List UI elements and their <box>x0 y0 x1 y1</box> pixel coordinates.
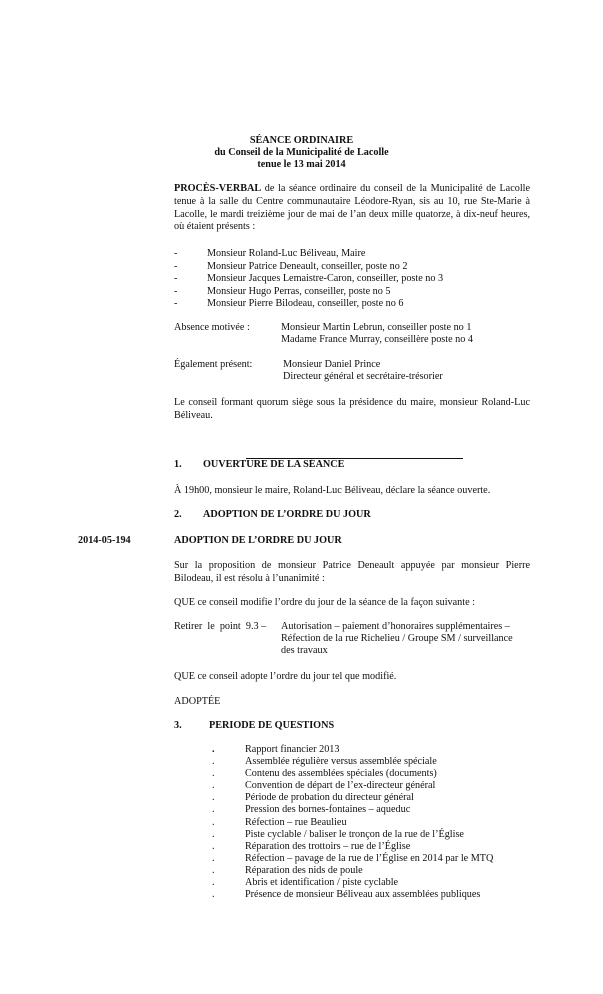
doc-date: tenue le 13 mai 2014 <box>257 159 346 170</box>
absence-label: Absence motivée : <box>174 322 250 333</box>
questions-list <box>0 744 603 901</box>
list-item: - Monsieur Roland-Luc Béliveau, Maire <box>174 248 366 259</box>
list-item: . Réfection – pavage de la rue de l’Église en 2014 par le MTQ <box>212 852 494 864</box>
list-item: . Rapport financier 2013 <box>212 744 340 755</box>
list-item: - Monsieur Pierre Bilodeau, conseiller, poste no 6 <box>174 298 404 309</box>
list-item: . Réfection – rue Beaulieu <box>212 816 347 828</box>
section-2-title: ADOPTION DE L’ORDRE DU JOUR <box>203 509 371 520</box>
resolution-withdraw-line-1: Autorisation – paiement d’honoraires supplémentaires – <box>281 621 510 632</box>
absence-line-2: Madame France Murray, conseillère poste no 4 <box>281 334 473 345</box>
doc-title: SÉANCE ORDINAIRE <box>249 135 354 146</box>
list-item: . Contenu des assemblées spéciales (documents) <box>212 768 437 780</box>
list-item: . Présence de monsieur Béliveau aux assemblées publiques <box>212 889 481 901</box>
list-item: . Convention de départ de l’ex-directeur général <box>212 780 436 792</box>
present-list <box>174 248 534 311</box>
resolution-paragraph-1: Sur la proposition de monsieur Patrice Deneault appuyée par monsieur Pierre Bilodeau, il est résolu à l’unanimité : <box>174 560 530 584</box>
resolution-title: ADOPTION DE L’ORDRE DU JOUR <box>174 535 342 546</box>
list-item: . Réparation des nids de poule <box>212 864 363 876</box>
section-2-heading <box>174 509 534 522</box>
list-item: . Pression des bornes-fontaines – aqueduc <box>212 804 411 816</box>
resolution-withdraw-lead: Retirer le point 9.3 – <box>174 621 267 632</box>
also-present-line-1: Monsieur Daniel Prince <box>283 359 381 370</box>
list-item: . Abris et identification / piste cyclable <box>212 877 399 889</box>
list-item: . Assemblée régulière versus assemblée spéciale <box>212 756 437 768</box>
resolution-paragraph-4: QUE ce conseil adopte l’ordre du jour tel que modifié. <box>174 671 397 682</box>
section-3-number: 3. <box>174 720 182 731</box>
section-3-heading <box>174 720 534 733</box>
section-2-number: 2. <box>174 509 182 520</box>
also-present-line-2: Directeur général et secrétaire-trésorier <box>283 371 443 382</box>
doc-subtitle: du Conseil de la Municipalité de Lacolle <box>214 147 389 158</box>
section-3-title: PERIODE DE QUESTIONS <box>209 720 335 731</box>
intro-text: de la séance ordinaire du conseil de la Municipalité de Lacolle tenue à la salle du Centre communautaire Léodore-Ryan, sis au 10, rue Ste-Marie à Lacolle, le mardi treizième jour de mai de l’an deux mille quatorze, à dix-neuf heures, où étaient présents : <box>174 183 530 233</box>
also-present-label: Également présent: <box>174 359 253 370</box>
absence-line-1: Monsieur Martin Lebrun, conseiller poste no 1 <box>281 322 472 333</box>
list-item: - Monsieur Hugo Perras, conseiller, poste no 5 <box>174 285 391 297</box>
resolution-withdraw-line-2: Réfection de la rue Richelieu / Groupe SM / surveillance <box>281 633 513 644</box>
section-1-title: OUVERTURE DE LA SÉANCE <box>203 459 345 470</box>
resolution-paragraph-2: QUE ce conseil modifie l’ordre du jour de la séance de la façon suivante : <box>174 597 475 608</box>
intro-lead: PROCÈS-VERBAL <box>174 183 262 194</box>
list-item: . Réparation des trottoirs – rue de l’Église <box>212 840 411 852</box>
adopted-label: ADOPTÉE <box>174 696 221 707</box>
intro-paragraph <box>174 183 530 234</box>
section-1-heading <box>174 459 534 472</box>
section-1-body: À 19h00, monsieur le maire, Roland-Luc Béliveau, déclare la séance ouverte. <box>174 485 491 496</box>
list-item: - Monsieur Jacques Lemaistre-Caron, conseiller, poste no 3 <box>174 273 444 284</box>
list-item: . Période de probation du directeur général <box>212 792 414 804</box>
list-item: - Monsieur Patrice Deneault, conseiller, poste no 2 <box>174 260 408 272</box>
resolution-number: 2014-05-194 <box>78 535 131 546</box>
section-1-number: 1. <box>174 459 182 470</box>
resolution-withdraw-line-3: des travaux <box>281 645 328 656</box>
quorum-paragraph: Le conseil formant quorum siège sous la présidence du maire, monsieur Roland-Luc Béliveau. <box>174 397 530 421</box>
list-item: . Piste cyclable / baliser le tronçon de la rue de l’Église <box>212 828 464 840</box>
